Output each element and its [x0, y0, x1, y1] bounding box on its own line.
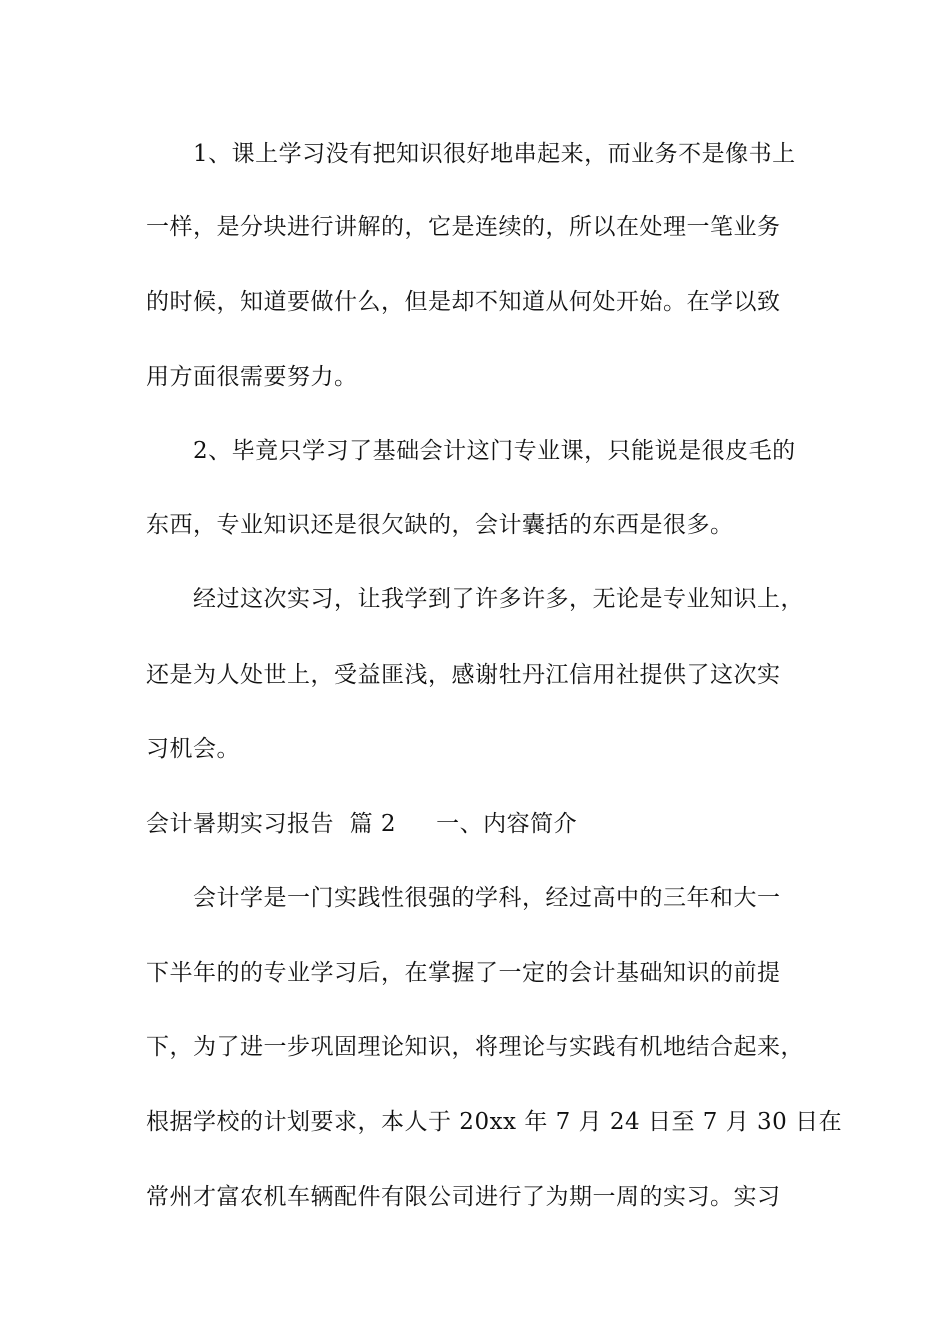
paragraph-4-line-1: 会计学是一门实践性很强的学科，经过高中的三年和大一 — [193, 885, 781, 911]
paragraph-1-line-1: 1、课上学习没有把知识很好地串起来，而业务不是像书上 — [193, 141, 796, 167]
paragraph-1-line-3: 的时候，知道要做什么，但是却不知道从何处开始。在学以致 — [146, 289, 781, 315]
paragraph-4-line-5: 常州才富农机车辆配件有限公司进行了为期一周的实习。实习 — [146, 1184, 781, 1210]
section-subtitle: 一、内容简介 — [436, 811, 578, 837]
paragraph-3-line-3: 习机会。 — [146, 736, 240, 762]
paragraph-2-line-1: 2、毕竟只学习了基础会计这门专业课，只能说是很皮毛的 — [193, 438, 796, 464]
paragraph-1-line-4: 用方面很需要努力。 — [146, 364, 358, 390]
paragraph-4-line-2: 下半年的的专业学习后，在掌握了一定的会计基础知识的前提 — [146, 960, 781, 986]
paragraph-1-line-2: 一样，是分块进行讲解的，它是连续的，所以在处理一笔业务 — [146, 214, 781, 240]
paragraph-2-line-2: 东西，专业知识还是很欠缺的，会计囊括的东西是很多。 — [146, 512, 734, 538]
paragraph-3-line-2: 还是为人处世上，受益匪浅，感谢牡丹江信用社提供了这次实 — [146, 662, 781, 688]
section-heading — [146, 809, 577, 839]
section-title: 会计暑期实习报告 篇 2 — [146, 811, 397, 837]
paragraph-3-line-1: 经过这次实习，让我学到了许多许多，无论是专业知识上， — [193, 586, 804, 612]
paragraph-4-line-4: 根据学校的计划要求，本人于 20xx 年 7 月 24 日至 7 月 30 日在 — [146, 1109, 843, 1135]
paragraph-4-line-3: 下，为了进一步巩固理论知识，将理论与实践有机地结合起来， — [146, 1034, 804, 1060]
